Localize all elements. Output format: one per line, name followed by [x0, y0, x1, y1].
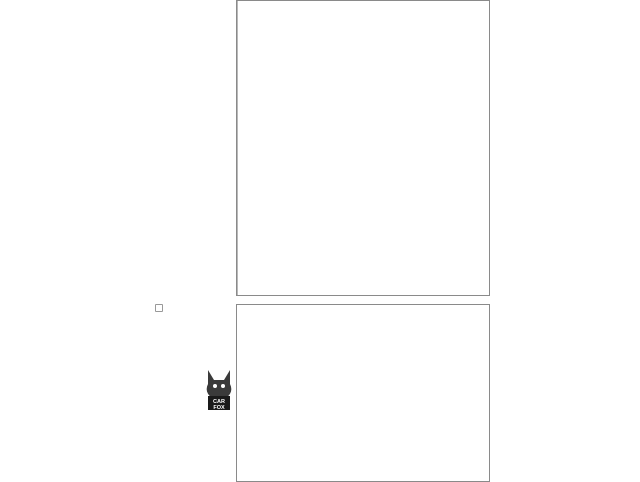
- history-table-owner2: [236, 304, 490, 482]
- owner-icon: [155, 304, 163, 312]
- carfax-fox-logo-owner: [200, 366, 238, 412]
- history-table-top: [236, 0, 490, 296]
- svg-text:CAR: CAR: [213, 399, 225, 405]
- svg-text:FOX: FOX: [213, 405, 225, 411]
- owner-panel: [155, 304, 233, 366]
